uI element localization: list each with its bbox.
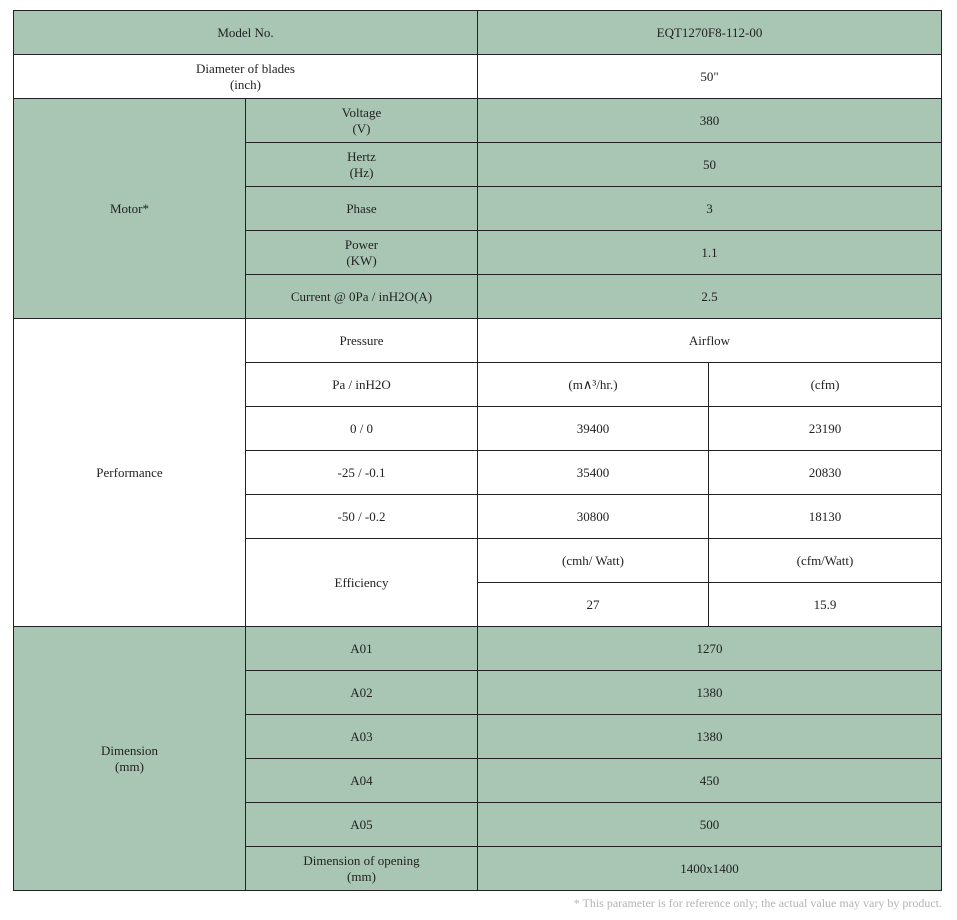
dimension-value: 450: [478, 759, 942, 803]
airflow-imperial-value: 18130: [709, 495, 942, 539]
motor-row-voltage: [14, 99, 942, 143]
dimension-value: 1270: [478, 627, 942, 671]
dimension-key: A05: [246, 803, 478, 847]
motor-power-label: Power (KW): [246, 231, 478, 275]
dimension-value: 1380: [478, 671, 942, 715]
dimension-key: A03: [246, 715, 478, 759]
pressure-unit: Pa / inH2O: [246, 363, 478, 407]
motor-phase-value: 3: [478, 187, 942, 231]
opening-label: Dimension of opening (mm): [246, 847, 478, 891]
airflow-unit-metric: (m∧³/hr.): [478, 363, 709, 407]
dimension-key: A01: [246, 627, 478, 671]
efficiency-metric-value: 27: [478, 583, 709, 627]
airflow-label: Airflow: [478, 319, 942, 363]
dimension-key: A02: [246, 671, 478, 715]
dimension-label: Dimension (mm): [14, 627, 246, 891]
motor-hertz-label: Hertz (Hz): [246, 143, 478, 187]
airflow-metric-value: 30800: [478, 495, 709, 539]
motor-voltage-value: 380: [478, 99, 942, 143]
motor-power-value: 1.1: [478, 231, 942, 275]
pressure-label: Pressure: [246, 319, 478, 363]
dimension-value: 1380: [478, 715, 942, 759]
diameter-label: Diameter of blades (inch): [14, 55, 478, 99]
efficiency-label: Efficiency: [246, 539, 478, 627]
motor-phase-label: Phase: [246, 187, 478, 231]
motor-hertz-value: 50: [478, 143, 942, 187]
airflow-imperial-value: 23190: [709, 407, 942, 451]
pressure-value: -25 / -0.1: [246, 451, 478, 495]
motor-label: Motor*: [14, 99, 246, 319]
efficiency-unit-metric: (cmh/ Watt): [478, 539, 709, 583]
model-value: EQT1270F8-112-00: [478, 11, 942, 55]
airflow-imperial-value: 20830: [709, 451, 942, 495]
pressure-value: 0 / 0: [246, 407, 478, 451]
opening-value: 1400x1400: [478, 847, 942, 891]
pressure-value: -50 / -0.2: [246, 495, 478, 539]
motor-current-value: 2.5: [478, 275, 942, 319]
airflow-metric-value: 39400: [478, 407, 709, 451]
model-label: Model No.: [14, 11, 478, 55]
dimension-row-a01: [14, 627, 942, 671]
diameter-row: [14, 55, 942, 99]
performance-header-row: [14, 319, 942, 363]
airflow-unit-imperial: (cfm): [709, 363, 942, 407]
dimension-key: A04: [246, 759, 478, 803]
motor-voltage-label: Voltage (V): [246, 99, 478, 143]
airflow-metric-value: 35400: [478, 451, 709, 495]
performance-label: Performance: [14, 319, 246, 627]
efficiency-unit-imperial: (cfm/Watt): [709, 539, 942, 583]
footnote: * This parameter is for reference only; the actual value may vary by product.: [573, 896, 942, 910]
model-row: [14, 11, 942, 55]
motor-current-label: Current @ 0Pa / inH2O(A): [246, 275, 478, 319]
efficiency-imperial-value: 15.9: [709, 583, 942, 627]
diameter-value: 50": [478, 55, 942, 99]
dimension-value: 500: [478, 803, 942, 847]
spec-table: [13, 10, 942, 891]
